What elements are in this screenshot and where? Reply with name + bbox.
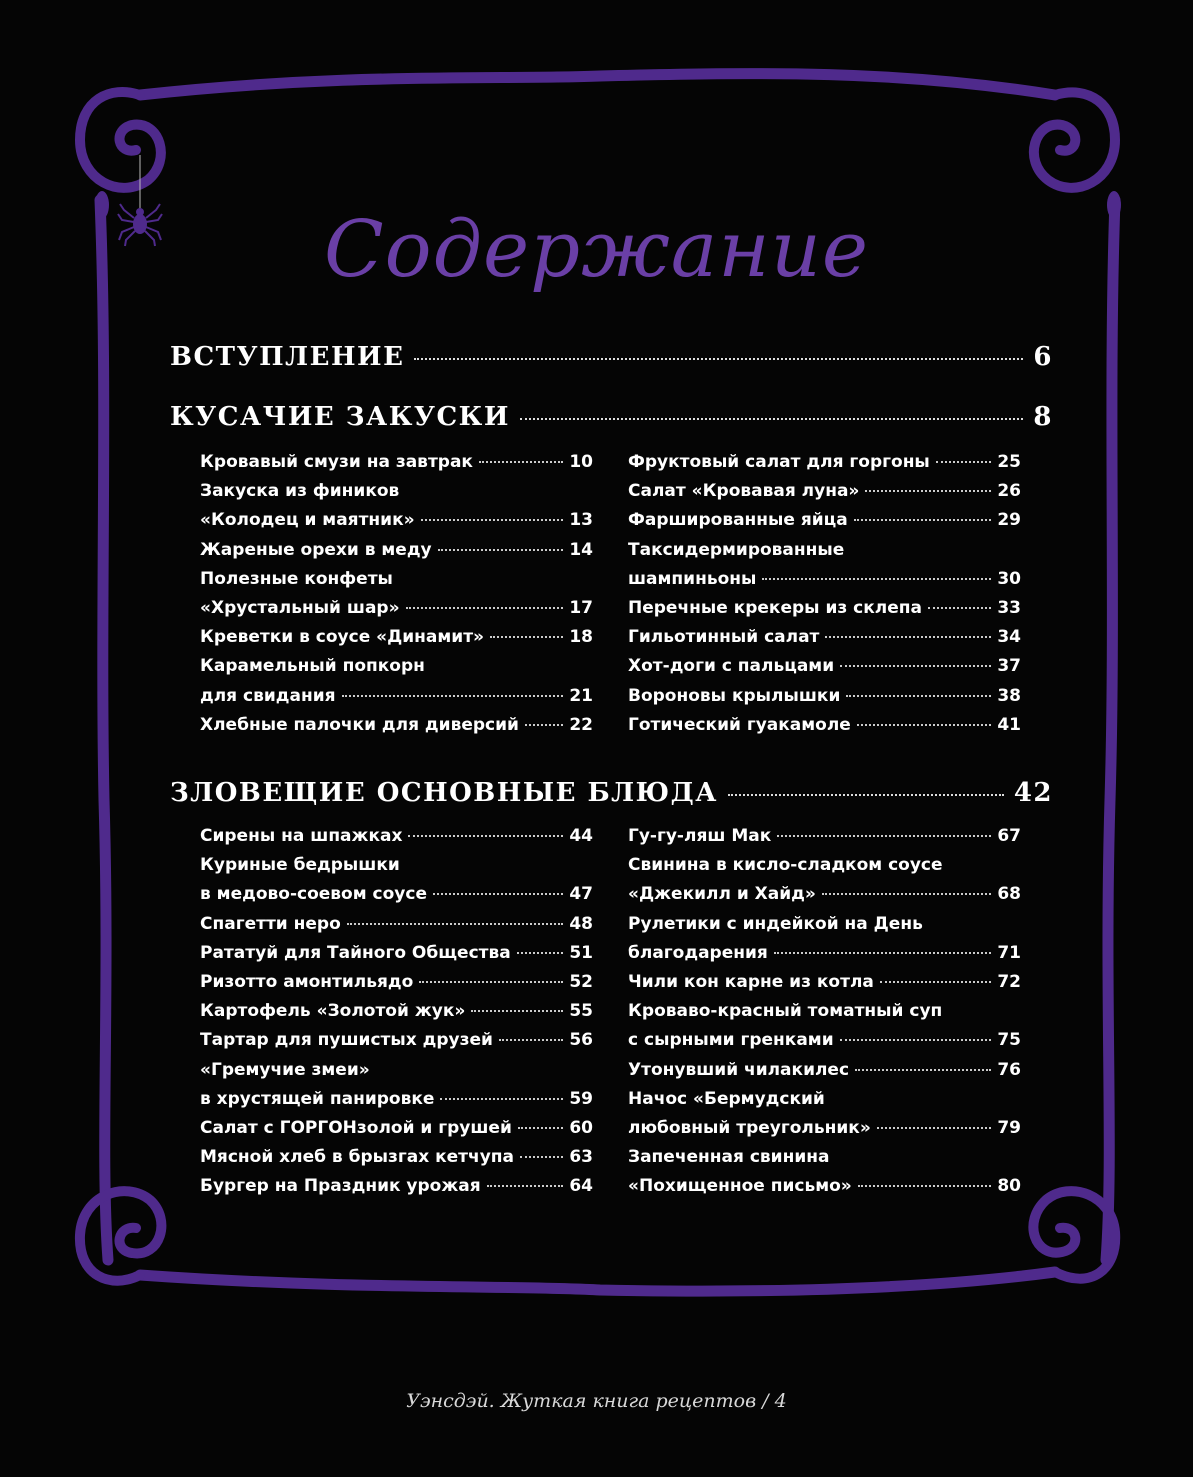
toc-entry xyxy=(200,686,593,715)
toc-entry-title: Куриные бедрышки xyxy=(200,855,400,876)
toc-entry xyxy=(628,686,1021,715)
toc-entry xyxy=(628,1060,1021,1089)
toc-entry-page: 68 xyxy=(997,884,1021,905)
toc-entry-page: 60 xyxy=(569,1117,593,1138)
toc-entry-title: Начос «Бермудский xyxy=(628,1088,825,1109)
toc-entry-title: Чили кон карне из котла xyxy=(628,971,874,992)
leader-dots xyxy=(858,1185,992,1187)
toc-entry xyxy=(628,1001,1021,1030)
toc-entry-title: любовный треугольник» xyxy=(628,1117,871,1138)
section-page: 6 xyxy=(1033,342,1053,372)
leader-dots xyxy=(520,1156,563,1158)
toc-entry-title: Фруктовый салат для горгоны xyxy=(628,452,930,472)
leader-dots xyxy=(499,1039,563,1041)
toc-entry xyxy=(200,540,593,569)
toc-entry xyxy=(200,1147,593,1176)
toc-entry-title: «Джекилл и Хайд» xyxy=(628,884,816,905)
toc-entry xyxy=(628,481,1021,510)
toc-entry-title: Кроваво-красный томатный суп xyxy=(628,1001,943,1022)
toc-entry-page: 75 xyxy=(997,1030,1021,1051)
toc-entry-page: 37 xyxy=(997,656,1021,677)
leader-dots xyxy=(762,578,991,580)
toc-entry xyxy=(200,826,593,855)
leader-dots xyxy=(419,981,563,983)
leader-dots xyxy=(414,358,1023,360)
leader-dots xyxy=(433,893,563,895)
toc-entry-page: 29 xyxy=(997,510,1021,531)
toc-entry xyxy=(200,943,593,972)
toc-entry-title: Мясной хлеб в брызгах кетчупа xyxy=(200,1147,514,1168)
toc-entry-title: Полезные конфеты xyxy=(200,568,393,589)
toc-entry-page: 55 xyxy=(569,1001,593,1022)
toc-entry-title: Гильотинный салат xyxy=(628,627,820,648)
toc-entry-title: благодарения xyxy=(628,942,768,963)
toc-entry xyxy=(200,972,593,1001)
toc-entry-title: с сырными гренками xyxy=(628,1030,834,1051)
toc-entry xyxy=(628,826,1021,855)
toc-entry-page: 25 xyxy=(997,452,1021,472)
toc-entry xyxy=(628,1089,1021,1118)
toc-entry xyxy=(200,1030,593,1059)
toc-entry-title: Карамельный попкорн xyxy=(200,656,425,677)
leader-dots xyxy=(440,1098,563,1100)
toc-entry xyxy=(628,656,1021,685)
toc-entry-title: Жареные орехи в меду xyxy=(200,539,432,560)
toc-entry-title: Картофель «Золотой жук» xyxy=(200,1001,466,1022)
section-snacks xyxy=(170,402,1053,432)
toc-entry-title: шампиньоны xyxy=(628,568,757,589)
toc-entry-title: Салат «Кровавая луна» xyxy=(628,481,860,502)
section-intro xyxy=(170,342,1053,372)
toc-entry-title: Запеченная свинина xyxy=(628,1147,830,1168)
toc-entry xyxy=(200,510,593,539)
toc-entry xyxy=(628,452,1021,481)
toc-entry xyxy=(200,855,593,884)
snacks-right-column xyxy=(628,452,1021,744)
toc-entry-title: Утонувший чилакилес xyxy=(628,1059,850,1080)
leader-dots xyxy=(777,835,991,837)
leader-dots xyxy=(825,636,991,638)
leader-dots xyxy=(518,1127,563,1129)
toc-entry xyxy=(200,569,593,598)
toc-entry-page: 38 xyxy=(997,685,1021,706)
section-label: КУСАЧИЕ ЗАКУСКИ xyxy=(170,402,510,432)
toc-entry-title: «Колодец и маятник» xyxy=(200,510,415,531)
leader-dots xyxy=(865,490,991,492)
toc-entry-page: 80 xyxy=(997,1176,1021,1197)
leader-dots xyxy=(408,835,563,837)
mains-right-column xyxy=(628,826,1021,1205)
toc-entry-page: 30 xyxy=(997,568,1021,589)
toc-entry-title: «Похищенное письмо» xyxy=(628,1176,852,1197)
toc-entry xyxy=(628,1147,1021,1176)
toc-entry-title: Таксидермированные xyxy=(628,539,845,560)
toc-entry xyxy=(200,1176,593,1205)
leader-dots xyxy=(487,1185,564,1187)
toc-entry-page: 10 xyxy=(569,452,593,472)
section-label: ВСТУПЛЕНИЕ xyxy=(170,342,405,372)
toc-entry-title: Креветки в соусе «Динамит» xyxy=(200,627,485,648)
leader-dots xyxy=(877,1127,992,1129)
leader-dots xyxy=(880,981,991,983)
toc-entry-page: 21 xyxy=(569,685,593,706)
section-page: 8 xyxy=(1033,402,1053,432)
toc-entry-title: Рулетики с индейкой на День xyxy=(628,913,923,934)
toc-entry xyxy=(200,884,593,913)
section-mains xyxy=(170,778,1053,808)
leader-dots xyxy=(347,923,564,925)
toc-entry-title: «Хрустальный шар» xyxy=(200,597,400,618)
toc-entry xyxy=(628,943,1021,972)
toc-entry xyxy=(628,540,1021,569)
toc-entry-page: 47 xyxy=(569,884,593,905)
leader-dots xyxy=(479,461,563,463)
leader-dots xyxy=(846,695,991,697)
toc-entry xyxy=(628,972,1021,1001)
footer-running-title: Уэнсдэй. Жуткая книга рецептов / 4 xyxy=(406,1390,787,1412)
leader-dots xyxy=(471,1010,563,1012)
leader-dots xyxy=(774,952,992,954)
toc-entry-page: 22 xyxy=(569,714,593,735)
toc-entry xyxy=(200,656,593,685)
toc-entry xyxy=(628,855,1021,884)
toc-entry-title: Сирены на шпажках xyxy=(200,826,403,846)
toc-entry-page: 14 xyxy=(569,539,593,560)
leader-dots xyxy=(855,1069,991,1071)
toc-entry xyxy=(200,1118,593,1147)
toc-entry-page: 26 xyxy=(997,481,1021,502)
toc-entry xyxy=(200,627,593,656)
leader-dots xyxy=(438,549,564,551)
toc-entry xyxy=(200,452,593,481)
toc-entry-page: 67 xyxy=(997,826,1021,846)
leader-dots xyxy=(342,695,564,697)
toc-entry-page: 18 xyxy=(569,627,593,648)
toc-entry-title: для свидания xyxy=(200,685,336,706)
toc-entry-title: Тартар для пушистых друзей xyxy=(200,1030,493,1051)
toc-entry-title: Вороновы крылышки xyxy=(628,685,841,706)
toc-entry xyxy=(628,1118,1021,1147)
toc-entry xyxy=(200,1060,593,1089)
toc-entry-page: 71 xyxy=(997,942,1021,963)
toc-entry-page: 56 xyxy=(569,1030,593,1051)
leader-dots xyxy=(406,607,564,609)
toc-entry-title: Закуска из фиников xyxy=(200,481,400,502)
toc-entry xyxy=(200,598,593,627)
leader-dots xyxy=(525,724,563,726)
toc-entry xyxy=(628,1030,1021,1059)
toc-entry-title: в хрустящей панировке xyxy=(200,1088,435,1109)
toc-entry-title: Хлебные палочки для диверсий xyxy=(200,714,519,735)
toc-entry-page: 41 xyxy=(997,714,1021,735)
leader-dots xyxy=(728,794,1004,796)
toc-entry-page: 33 xyxy=(997,597,1021,618)
toc-entry xyxy=(628,884,1021,913)
leader-dots xyxy=(421,519,564,521)
toc-entry-title: Свинина в кисло-сладком соусе xyxy=(628,855,943,876)
leader-dots xyxy=(517,952,564,954)
toc-entry xyxy=(200,715,593,744)
toc-entry xyxy=(200,481,593,510)
toc-entry-title: Перечные крекеры из склепа xyxy=(628,597,922,618)
mains-left-column xyxy=(200,826,593,1205)
page-title: Содержание xyxy=(323,205,870,295)
toc-entry-title: «Гремучие змеи» xyxy=(200,1059,370,1080)
section-label: ЗЛОВЕЩИЕ ОСНОВНЫЕ БЛЮДА xyxy=(170,778,718,808)
toc-entry-title: Хот-доги с пальцами xyxy=(628,656,835,677)
toc-entry-title: Бургер на Праздник урожая xyxy=(200,1176,481,1197)
toc-entry xyxy=(628,715,1021,744)
toc-entry-page: 64 xyxy=(569,1176,593,1197)
toc-entry-title: Спагетти неро xyxy=(200,913,341,934)
toc-entry-page: 34 xyxy=(997,627,1021,648)
toc-entry-page: 63 xyxy=(569,1147,593,1168)
leader-dots xyxy=(490,636,563,638)
leader-dots xyxy=(840,1039,992,1041)
toc-entry xyxy=(200,1001,593,1030)
toc-entry-page: 48 xyxy=(569,913,593,934)
leader-dots xyxy=(854,519,992,521)
section-page: 42 xyxy=(1013,778,1053,808)
toc-entry xyxy=(628,627,1021,656)
toc-entry-page: 76 xyxy=(997,1059,1021,1080)
toc-entry-page: 44 xyxy=(569,826,593,846)
leader-dots xyxy=(520,418,1024,420)
toc-entry-title: Рататуй для Тайного Общества xyxy=(200,942,511,963)
leader-dots xyxy=(822,893,991,895)
toc-entry-title: Гу-гу-ляш Мак xyxy=(628,826,772,846)
toc-entry-page: 79 xyxy=(997,1117,1021,1138)
toc-entry-title: Фаршированные яйца xyxy=(628,510,848,531)
toc-entry-page: 52 xyxy=(569,971,593,992)
leader-dots xyxy=(936,461,992,463)
toc-entry-page: 17 xyxy=(569,597,593,618)
toc-entry-page: 59 xyxy=(569,1088,593,1109)
toc-entry xyxy=(628,1176,1021,1205)
leader-dots xyxy=(857,724,991,726)
toc-entry xyxy=(628,914,1021,943)
leader-dots xyxy=(840,665,991,667)
toc-entry-title: Салат с ГОРГОНзолой и грушей xyxy=(200,1117,512,1138)
toc-entry-title: Кровавый смузи на завтрак xyxy=(200,452,473,472)
snacks-left-column xyxy=(200,452,593,744)
toc-entry xyxy=(628,510,1021,539)
toc-entry-title: Готический гуакамоле xyxy=(628,714,851,735)
toc-entry-page: 13 xyxy=(569,510,593,531)
toc-entry xyxy=(200,914,593,943)
leader-dots xyxy=(928,607,991,609)
toc-entry-page: 51 xyxy=(569,942,593,963)
toc-entry-title: в медово-соевом соусе xyxy=(200,884,427,905)
toc-entry xyxy=(200,1089,593,1118)
toc-entry-title: Ризотто амонтильядо xyxy=(200,971,414,992)
toc-entry xyxy=(628,598,1021,627)
toc-entry xyxy=(628,569,1021,598)
toc-entry-page: 72 xyxy=(997,971,1021,992)
